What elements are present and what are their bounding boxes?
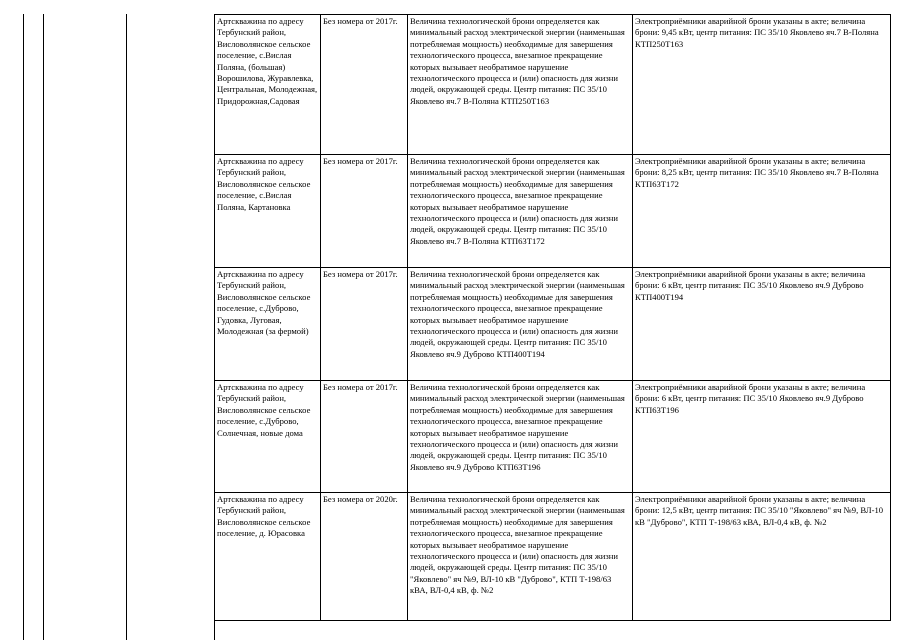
reserve-cell: Электроприёмники аварийной брони указаны в акте; величина брони: 6 кВт, центр питания: ПС 35/10 Яковлево яч.9 Дуброво КТП63Т196 — [633, 381, 891, 493]
doc-number-cell: Без номера от 2017г. — [321, 381, 408, 493]
address-cell: Артскважина по адресу Тербунский район, Висловолянское сельское поселение, с.Дуброво, Солнечная, новые дома — [215, 381, 321, 493]
description-cell: Величина технологической брони определяется как минимальный расход электрической энергии (наименьшая потребляемая мощность) необходимые для завершения технологического процесса, внезапное прекращение которых вызывает необратимое нарушение технологического процесса и (или) опасность для жизни людей, окружающей среды. Центр питания: ПС 35/10 Яковлево яч.9 Дуброво КТП63Т196 — [408, 381, 633, 493]
doc-number-cell: Без номера от 2017г. — [321, 155, 408, 268]
left-column-border-1 — [23, 14, 24, 640]
reserve-cell: Электроприёмники аварийной брони указаны в акте; величина брони: 12,5 кВт, центр питания: ПС 35/10 "Яковлево" яч №9, ВЛ-10 кВ "Дуброво", КТП Т-198/63 кВА, ВЛ-0,4 кВ, ф. №2 — [633, 493, 891, 621]
left-column-border-3 — [126, 14, 127, 640]
reserve-cell: Электроприёмники аварийной брони указаны в акте; величина брони: 8,25 кВт, центр питания: ПС 35/10 Яковлево яч.7 В-Поляна КТП63Т172 — [633, 155, 891, 268]
address-cell: Артскважина по адресу Тербунский район, Висловолянское сельское поселение, с.Вислая Поляна, Картановка — [215, 155, 321, 268]
description-cell: Величина технологической брони определяется как минимальный расход электрической энергии (наименьшая потребляемая мощность) необходимые для завершения технологического процесса, внезапное прекращение которых вызывает необратимое нарушение технологического процесса и (или) опасность для жизни людей, окружающей среды. Центр питания: ПС 35/10 "Яковлево" яч №9, ВЛ-10 кВ "Дуброво", КТП Т-198/63 кВА, ВЛ-0,4 кВ, ф. №2 — [408, 493, 633, 621]
address-cell: Артскважина по адресу Тербунский район, Висловолянское сельское поселение, с.Вислая Поляна, (большая) Ворошилова, Журавлевка, Центральная, Молодежная, Придорожная,Садовая — [215, 15, 321, 155]
doc-number-cell: Без номера от 2017г. — [321, 15, 408, 155]
address-cell: Артскважина по адресу Тербунский район, Висловолянское сельское поселение, с.Дуброво, Гудовка, Луговая, Молодежная (за фермой) — [215, 268, 321, 381]
doc-number-cell: Без номера от 2020г. — [321, 493, 408, 621]
doc-number-cell: Без номера от 2017г. — [321, 268, 408, 381]
table-row — [215, 381, 891, 493]
table-row — [215, 15, 891, 155]
description-cell: Величина технологической брони определяется как минимальный расход электрической энергии (наименьшая потребляемая мощность) необходимые для завершения технологического процесса, внезапное прекращение которых вызывает необратимое нарушение технологического процесса и (или) опасность для жизни людей, окружающей среды. Центр питания: ПС 35/10 Яковлево яч.9 Дуброво КТП400Т194 — [408, 268, 633, 381]
address-cell: Артскважина по адресу Тербунский район, Висловолянское сельское поселение, д. Юрасовка — [215, 493, 321, 621]
table-row — [215, 155, 891, 268]
left-column-border-2 — [43, 14, 44, 640]
description-cell: Величина технологической брони определяется как минимальный расход электрической энергии (наименьшая потребляемая мощность) необходимые для завершения технологического процесса, внезапное прекращение которых вызывает необратимое нарушение технологического процесса и (или) опасность для жизни людей, окружающей среды. Центр питания: ПС 35/10 Яковлево яч.7 В-Поляна КТП250Т163 — [408, 15, 633, 155]
table-row — [215, 493, 891, 621]
table-row — [215, 268, 891, 381]
reserve-cell: Электроприёмники аварийной брони указаны в акте; величина брони: 9,45 кВт, центр питания: ПС 35/10 Яковлево яч.7 В-Поляна КТП250Т163 — [633, 15, 891, 155]
reserve-table — [214, 14, 891, 621]
description-cell: Величина технологической брони определяется как минимальный расход электрической энергии (наименьшая потребляемая мощность) необходимые для завершения технологического процесса, внезапное прекращение которых вызывает необратимое нарушение технологического процесса и (или) опасность для жизни людей, окружающей среды. Центр питания: ПС 35/10 Яковлево яч.7 В-Поляна КТП63Т172 — [408, 155, 633, 268]
reserve-cell: Электроприёмники аварийной брони указаны в акте; величина брони: 6 кВт, центр питания: ПС 35/10 Яковлево яч.9 Дуброво КТП400Т194 — [633, 268, 891, 381]
